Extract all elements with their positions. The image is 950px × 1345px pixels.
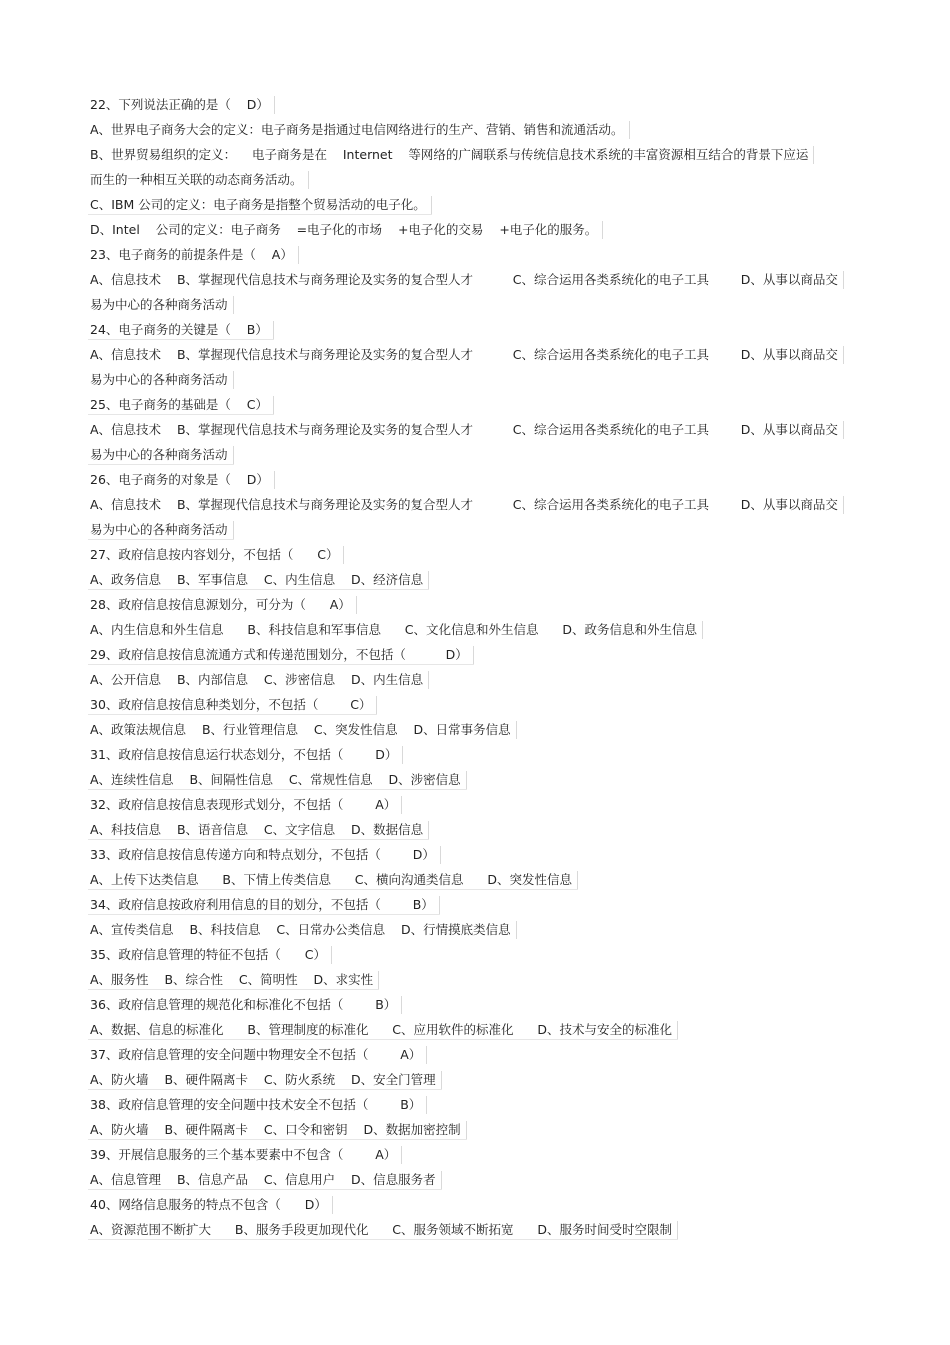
line-text: 25、电子商务的基础是（ C） bbox=[90, 392, 268, 417]
line-text: 33、政府信息按信息传递方向和特点划分，不包括（ D） bbox=[90, 842, 435, 867]
line-text: A、政策法规信息 B、行业管理信息 C、突发性信息 D、日常事务信息 bbox=[90, 717, 511, 742]
option-line bbox=[0, 1217, 950, 1242]
line-text: A、连续性信息 B、间隔性信息 C、常规性信息 D、涉密信息 bbox=[90, 767, 461, 792]
line-text: 易为中心的各种商务活动 bbox=[90, 292, 228, 317]
line-text: 40、网络信息服务的特点不包含（ D） bbox=[90, 1192, 327, 1217]
option-line bbox=[0, 617, 950, 642]
option-line bbox=[0, 117, 950, 142]
line-text: A、防火墙 B、硬件隔离卡 C、防火系统 D、安全门管理 bbox=[90, 1067, 436, 1092]
question-line bbox=[0, 92, 950, 117]
option-line bbox=[0, 867, 950, 892]
question-line bbox=[0, 892, 950, 917]
question-line bbox=[0, 942, 950, 967]
line-text: 28、政府信息按信息源划分，可分为（ A） bbox=[90, 592, 351, 617]
question-line bbox=[0, 592, 950, 617]
line-text: A、信息技术 B、掌握现代信息技术与商务理论及实务的复合型人才 C、综合运用各类系统化的电子工具 D、从事以商品交 bbox=[90, 342, 838, 367]
line-text: 29、政府信息按信息流通方式和传递范围划分，不包括（ D） bbox=[90, 642, 468, 667]
line-text: 26、电子商务的对象是（ D） bbox=[90, 467, 269, 492]
option-line bbox=[0, 967, 950, 992]
option-line bbox=[0, 267, 950, 292]
line-text: D、Intel 公司的定义：电子商务 =电子化的市场 +电子化的交易 +电子化的服务。 bbox=[90, 217, 597, 242]
line-text: 易为中心的各种商务活动 bbox=[90, 367, 228, 392]
option-line bbox=[0, 817, 950, 842]
option-line bbox=[0, 217, 950, 242]
option-line bbox=[0, 717, 950, 742]
line-text: A、信息技术 B、掌握现代信息技术与商务理论及实务的复合型人才 C、综合运用各类系统化的电子工具 D、从事以商品交 bbox=[90, 492, 838, 517]
line-text: A、公开信息 B、内部信息 C、涉密信息 D、内生信息 bbox=[90, 667, 423, 692]
option-line bbox=[0, 192, 950, 217]
option-line bbox=[0, 917, 950, 942]
question-line bbox=[0, 742, 950, 767]
option-line-continuation bbox=[0, 292, 950, 317]
question-line bbox=[0, 1092, 950, 1117]
line-text: A、内生信息和外生信息 B、科技信息和军事信息 C、文化信息和外生信息 D、政务信息和外生信息 bbox=[90, 617, 697, 642]
option-line bbox=[0, 1117, 950, 1142]
option-line bbox=[0, 1067, 950, 1092]
line-text: 23、电子商务的前提条件是（ A） bbox=[90, 242, 293, 267]
question-line bbox=[0, 467, 950, 492]
line-text: 30、政府信息按信息种类划分，不包括（ C） bbox=[90, 692, 371, 717]
option-line bbox=[0, 342, 950, 367]
question-line bbox=[0, 842, 950, 867]
line-text: C、IBM 公司的定义：电子商务是指整个贸易活动的电子化。 bbox=[90, 192, 426, 217]
option-line bbox=[0, 567, 950, 592]
line-text: A、信息技术 B、掌握现代信息技术与商务理论及实务的复合型人才 C、综合运用各类系统化的电子工具 D、从事以商品交 bbox=[90, 417, 838, 442]
option-line bbox=[0, 667, 950, 692]
line-text: 37、政府信息管理的安全问题中物理安全不包括（ A） bbox=[90, 1042, 421, 1067]
question-line bbox=[0, 792, 950, 817]
option-line bbox=[0, 1017, 950, 1042]
option-line bbox=[0, 492, 950, 517]
line-text: 而生的一种相互关联的动态商务活动。 bbox=[90, 167, 303, 192]
line-text: A、信息管理 B、信息产品 C、信息用户 D、信息服务者 bbox=[90, 1167, 436, 1192]
line-text: A、服务性 B、综合性 C、简明性 D、求实性 bbox=[90, 967, 373, 992]
option-line-continuation bbox=[0, 367, 950, 392]
line-text: 35、政府信息管理的特征不包括（ C） bbox=[90, 942, 326, 967]
option-line-continuation bbox=[0, 442, 950, 467]
line-text: A、政务信息 B、军事信息 C、内生信息 D、经济信息 bbox=[90, 567, 423, 592]
option-line bbox=[0, 767, 950, 792]
line-text: 易为中心的各种商务活动 bbox=[90, 442, 228, 467]
question-line bbox=[0, 642, 950, 667]
line-text: 39、开展信息服务的三个基本要素中不包含（ A） bbox=[90, 1142, 396, 1167]
line-text: A、科技信息 B、语音信息 C、文字信息 D、数据信息 bbox=[90, 817, 423, 842]
line-text: 易为中心的各种商务活动 bbox=[90, 517, 228, 542]
document-page bbox=[0, 92, 950, 1242]
line-text: A、资源范围不断扩大 B、服务手段更加现代化 C、服务领域不断拓宽 D、服务时间受时空限制 bbox=[90, 1217, 672, 1242]
line-text: 22、下列说法正确的是（ D） bbox=[90, 92, 269, 117]
line-text: A、宣传类信息 B、科技信息 C、日常办公类信息 D、行情摸底类信息 bbox=[90, 917, 511, 942]
question-line bbox=[0, 1142, 950, 1167]
line-text: 32、政府信息按信息表现形式划分，不包括（ A） bbox=[90, 792, 396, 817]
question-line bbox=[0, 992, 950, 1017]
line-text: 36、政府信息管理的规范化和标准化不包括（ B） bbox=[90, 992, 396, 1017]
option-line-continuation bbox=[0, 167, 950, 192]
option-line bbox=[0, 417, 950, 442]
question-line bbox=[0, 542, 950, 567]
option-line bbox=[0, 1167, 950, 1192]
question-line bbox=[0, 1042, 950, 1067]
question-line bbox=[0, 242, 950, 267]
line-text: 34、政府信息按政府利用信息的目的划分，不包括（ B） bbox=[90, 892, 434, 917]
question-line bbox=[0, 692, 950, 717]
line-text: 27、政府信息按内容划分，不包括（ C） bbox=[90, 542, 338, 567]
line-text: A、世界电子商务大会的定义：电子商务是指通过电信网络进行的生产、营销、销售和流通活动。 bbox=[90, 117, 624, 142]
line-text: A、防火墙 B、硬件隔离卡 C、口令和密钥 D、数据加密控制 bbox=[90, 1117, 461, 1142]
question-line bbox=[0, 392, 950, 417]
line-text: 24、电子商务的关键是（ B） bbox=[90, 317, 268, 342]
option-line bbox=[0, 142, 950, 167]
question-line bbox=[0, 317, 950, 342]
line-text: 31、政府信息按信息运行状态划分，不包括（ D） bbox=[90, 742, 397, 767]
option-line-continuation bbox=[0, 517, 950, 542]
line-text: 38、政府信息管理的安全问题中技术安全不包括（ B） bbox=[90, 1092, 421, 1117]
question-line bbox=[0, 1192, 950, 1217]
line-text: A、上传下达类信息 B、下情上传类信息 C、横向沟通类信息 D、突发性信息 bbox=[90, 867, 572, 892]
line-text: A、数据、信息的标准化 B、管理制度的标准化 C、应用软件的标准化 D、技术与安全的标准化 bbox=[90, 1017, 672, 1042]
line-text: A、信息技术 B、掌握现代信息技术与商务理论及实务的复合型人才 C、综合运用各类系统化的电子工具 D、从事以商品交 bbox=[90, 267, 838, 292]
line-text: B、世界贸易组织的定义： 电子商务是在 Internet 等网络的广阔联系与传统信息技术系统的丰富资源相互结合的背景下应运 bbox=[90, 142, 808, 167]
